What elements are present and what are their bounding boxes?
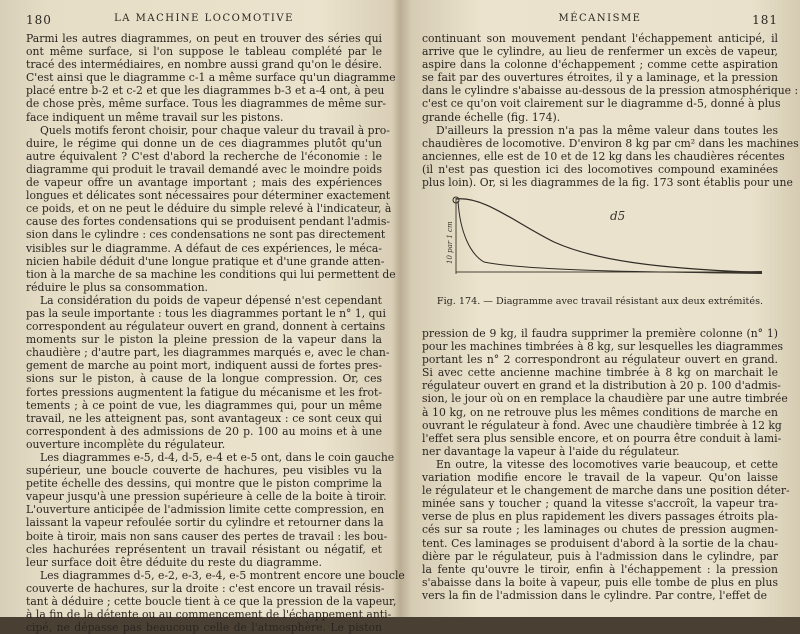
text-line: placé entre b-2 et c-2 et que les diagrammes b-3 et a-4 ont, à peu: [26, 84, 385, 98]
text-line: anciennes, elle est de 10 et de 12 kg dans les chaudières récentes: [422, 149, 785, 163]
text-line: grande échelle (fig. 174).: [422, 110, 561, 124]
text-line: La considération du poids de vapeur dépensé n'est cependant: [40, 293, 382, 307]
left-page-body: [26, 32, 405, 634]
right-page-number: 181: [752, 13, 778, 27]
text-line: ouvrant le régulateur à fond. Avec une chaudière timbrée à 12 kg: [422, 418, 782, 432]
text-line: minée sans y toucher ; quand la vitesse s'accroît, la vapeur tra-: [422, 497, 778, 511]
text-line: chaudières de locomotive. D'environ 8 kg par cm² dans les machines: [422, 136, 799, 150]
text-line: de chose près, même surface. Tous les diagrammes de même sur-: [26, 97, 387, 111]
text-line: visibles sur le diagramme. A défaut de ces expériences, le méca-: [26, 241, 382, 255]
text-line: cause des fortes condensations qui se produisent pendant l'admis-: [26, 215, 391, 229]
text-line: gement de marche au point mort, indiquent aussi de fortes pres-: [26, 359, 382, 373]
text-line: C'est ainsi que le diagramme c-1 a même surface qu'un diagramme: [26, 71, 396, 85]
text-line: vapeur jusqu'à une pression supérieure à celle de la boite à tiroir.: [26, 490, 387, 504]
text-line: variation modifie encore le travail de la vapeur. Qu'on laisse: [422, 471, 778, 485]
right-page-header: [422, 13, 778, 27]
text-line: pour les machines timbrées à 8 kg, sur lesquelles les diagrammes: [422, 340, 784, 354]
figure-174: [444, 192, 774, 302]
text-line: aspire dans la colonne d'échappement ; comme cette aspiration: [422, 58, 778, 72]
text-line: tracé des intermédiaires, en nombre aussi grand qu'on le désire.: [26, 58, 382, 72]
text-line: réduire le plus sa consommation.: [26, 280, 208, 294]
text-line: nicien habile déduit d'une longue pratique et d'une grande atten-: [26, 254, 385, 268]
figure-caption: Fig. 174. — Diagramme avec travail résistant aux deux extrémités.: [436, 296, 764, 307]
text-line: cipé, ne dépasse pas beaucoup celle de l'atmosphère. Le piston: [26, 621, 382, 634]
text-line: correspondent à des admissions de 20 p. 100 au moins et à une: [26, 424, 382, 438]
text-line: moments sur le piston la pleine pression de la vapeur dans la: [26, 333, 382, 347]
text-line: laissant la vapeur refoulée sortir du cylindre et retourner dans la: [26, 516, 384, 530]
text-line: à la fin de la détente ou au commencement de l'échappement anti-: [26, 608, 392, 622]
text-line: tements ; à ce point de vue, les diagrammes qui, pour un même: [26, 398, 382, 412]
indicator-diagram: [444, 192, 774, 292]
text-line: portant les n° 2 correspondront au régulateur ouvert en grand.: [422, 353, 778, 367]
text-line: ce poids, et on ne peut le déduire du simple relevé à l'indicateur, à: [26, 202, 392, 216]
text-line: leur surface doit être déduite du reste du diagramme.: [26, 555, 322, 569]
text-line: fortes pressions augmentent la fatigue du mécanisme et les frot-: [26, 385, 382, 399]
text-line: la fente qu'ouvre le tiroir, enfin à l'échappement : la pression: [422, 562, 778, 576]
left-page: [26, 0, 405, 634]
text-line: sion dans le cylindre : ces condensations ne sont pas directement: [26, 228, 386, 242]
text-line: arrive que le cylindre, au lieu de renfermer un excès de vapeur,: [422, 45, 778, 59]
text-line: travail, ne les atteignent pas, sont avantageux : ce sont ceux qui: [26, 411, 382, 425]
left-running-head: LA MACHINE LOCOMOTIVE: [114, 13, 294, 24]
text-line: dière par le régulateur, puis à l'admission dans le cylindre, par: [422, 549, 778, 563]
compression-curve: [458, 201, 749, 273]
text-line: verse de plus en plus rapidement les divers passages étroits pla-: [422, 510, 778, 524]
text-line: vers la fin de l'admission dans le cylindre. Par contre, l'effet de: [422, 588, 768, 602]
text-line: chaudière ; d'autre part, les diagrammes marqués e, avec le chan-: [26, 346, 390, 360]
text-line: se fait par des ouvertures étroites, il y a laminage, et la pression: [422, 71, 778, 85]
text-line: à 10 kg, on ne retrouve plus les mêmes conditions de marche en: [422, 405, 778, 419]
text-line: ont même surface, si l'on suppose le tableau complété par le: [26, 45, 382, 59]
text-line: ouverture incomplète du régulateur.: [26, 437, 226, 451]
text-line: boite à tiroir, mais non sans causer des pertes de travail : les bou-: [26, 529, 388, 543]
text-line: le régulateur et le changement de marche dans une position déter-: [422, 484, 790, 498]
text-line: continuant son mouvement pendant l'échappement anticipé, il: [422, 32, 778, 45]
text-line: cles hachurées représentent un travail résistant ou négatif, et: [26, 542, 382, 556]
text-line: sions sur le piston, à cause de la longue compression. Or, ces: [26, 372, 382, 386]
text-line: (il n'est pas question ici des locomotives compound examinées: [422, 162, 778, 176]
text-line: dans le cylindre s'abaisse au-dessous de la pression atmosphérique :: [422, 84, 799, 98]
text-line: Si avec cette ancienne machine timbrée à 8 kg on marchait le: [422, 366, 778, 380]
text-line: Quels motifs feront choisir, pour chaque valeur du travail à pro-: [40, 123, 390, 137]
text-line: autre équivalent ? C'est d'abord la recherche de l'économie : le: [26, 149, 382, 163]
right-running-head: MÉCANISME: [558, 13, 642, 24]
right-page: [422, 0, 799, 617]
text-line: longues et délicates sont nécessaires pour déterminer exactement: [26, 189, 391, 203]
text-line: D'ailleurs la pression n'a pas la même valeur dans toutes les: [436, 123, 778, 137]
text-line: Parmi les autres diagrammes, on peut en trouver des séries qui: [26, 32, 382, 45]
text-line: diagramme qui produit le travail demandé avec le moindre poids: [26, 162, 382, 176]
text-line: supérieur, une boucle couverte de hachures, peu visibles vu la: [26, 464, 382, 478]
text-line: tion à la marche de sa machine les conditions qui lui permettent de: [26, 267, 396, 281]
admission-curve: [456, 199, 749, 272]
text-line: L'ouverture anticipée de l'admission limite cette compression, en: [26, 503, 385, 517]
text-line: petite échelle des dessins, qui montre que le piston comprime la: [26, 477, 382, 491]
axis-scale-label: 10 par 1 cm: [446, 221, 454, 264]
text-line: pression de 9 kg, il faudra supprimer la première colonne (n° 1): [422, 327, 778, 340]
left-page-header: [26, 13, 382, 27]
text-line: plus loin). Or, si les diagrammes de la fig. 173 sont établis pour une: [422, 176, 793, 190]
text-line: En outre, la vitesse des locomotives varie beaucoup, et cette: [436, 457, 778, 471]
right-page-body-top: [422, 32, 799, 190]
text-line: couverte de hachures, sur la droite : c'est encore un travail résis-: [26, 581, 385, 595]
left-page-number: 180: [26, 13, 52, 27]
text-line: l'effet sera plus sensible encore, et on pourra être conduit à lami-: [422, 431, 782, 445]
text-line: de vapeur offre un avantage important ; mais des expériences: [26, 176, 382, 190]
text-line: tent. Ces laminages se produisent d'abord à la sortie de la chau-: [422, 536, 778, 550]
text-line: correspondent au régulateur ouvert en grand, donnent à certains: [26, 320, 386, 334]
text-line: duire, le régime qui donne un de ces diagrammes plutôt qu'un: [26, 136, 382, 150]
text-line: Les diagrammes d-5, e-2, e-3, e-4, e-5 montrent encore une boucle: [40, 568, 405, 582]
text-line: tant à déduire ; cette boucle tient à ce que la pression de la vapeur,: [26, 595, 397, 609]
text-line: ner davantage la vapeur à l'aide du régulateur.: [422, 444, 680, 458]
text-line: cés sur sa route ; les laminages ou chutes de pression augmen-: [422, 523, 778, 537]
curve-label: d5: [610, 209, 626, 223]
text-line: c'est ce qu'on voit clairement sur le diagramme d-5, donné à plus: [422, 97, 781, 111]
text-line: pas la seule importante : tous les diagrammes portant le n° 1, qui: [26, 306, 386, 320]
text-line: sion, le jour où on en remplace la chaudière par une autre timbrée: [422, 392, 788, 406]
text-line: régulateur ouvert en grand et la distribution à 20 p. 100 d'admis-: [422, 379, 781, 393]
text-line: face indiquent un même travail sur les pistons.: [26, 110, 284, 124]
right-page-body-bottom: [422, 327, 790, 602]
text-line: s'abaisse dans la boite à vapeur, puis elle tombe de plus en plus: [422, 575, 778, 589]
text-line: Les diagrammes e-5, d-4, d-5, e-4 et e-5 ont, dans le coin gauche: [40, 451, 395, 464]
